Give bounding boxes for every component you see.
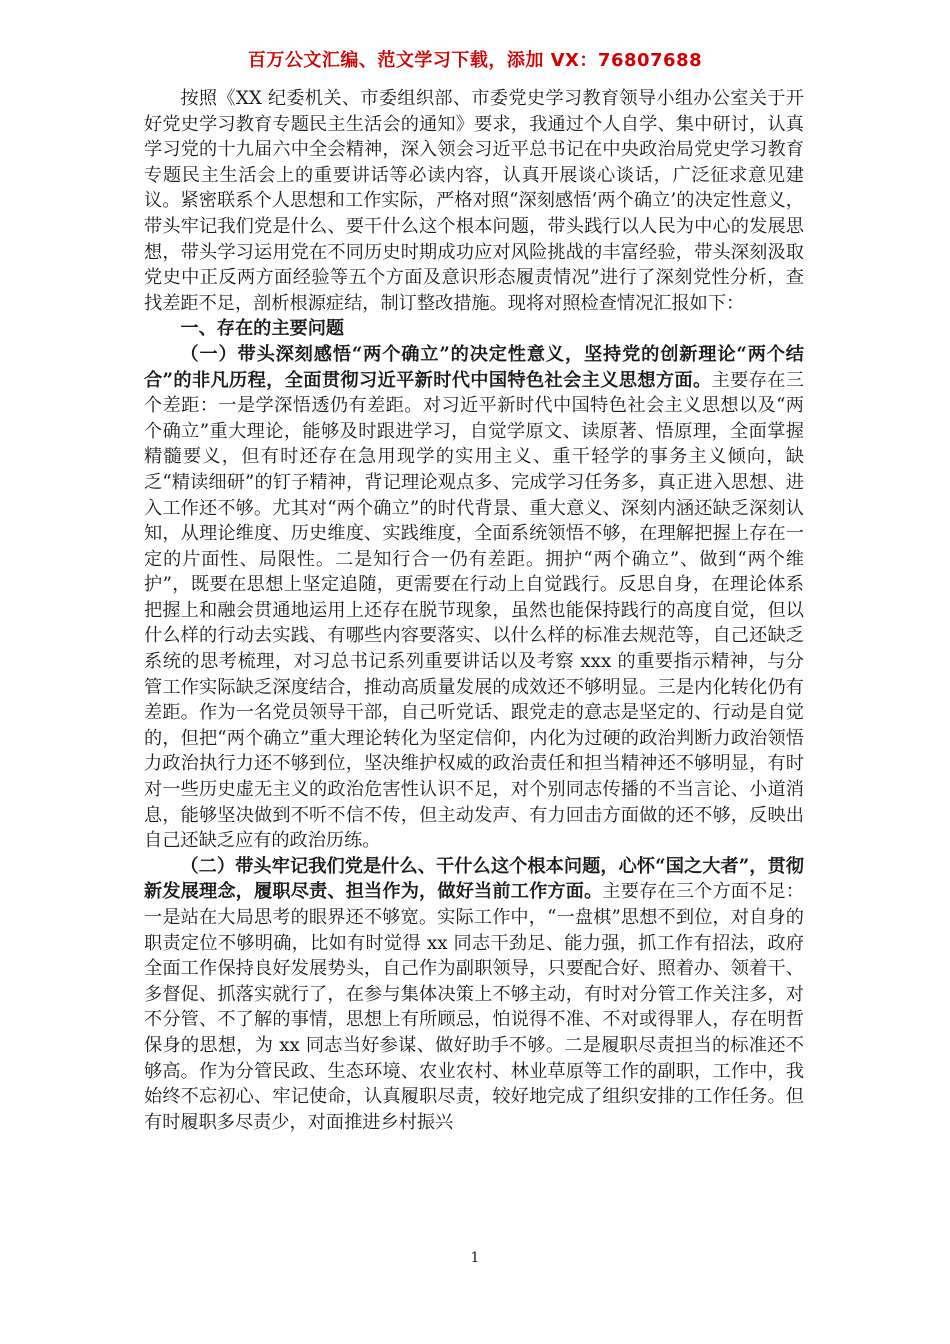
item-2-paragraph — [144, 854, 804, 1136]
item-1-body: 主要存在三个差距：一是学深悟透仍有差距。对习近平新时代中国特色社会主义思想以及“两个确立”重大理论，能够及时跟进学习，自觉学原文、读原著、悟原理，全面掌握精髓要义，但有时还存在急用现学的实用主义、重干轻学的事务主义倾向，缺乏“精读细研”的钉子精神，背记理论观点多、完成学习任务多，真正进入思想、进入工作还不够。尤其对“两个确立”的时代背景、重大意义、深刻内涵还缺乏深刻认知，从理论维度、历史维度、实践维度，全面系统领悟不够，在理解把握上存在一定的片面性、局限性。二是知行合一仍有差距。拥护“两个确立”、做到“两个维护”，既要在思想上坚定追随，更需要在行动上自觉践行。反思自身，在理论体系把握上和融会贯通地运用上还存在脱节现象，虽然也能保持践行的高度自觉，但以什么样的行动去实践、有哪些内容要落实、以什么样的标准去规范等，自己还缺乏系统的思考梳理，对习总书记系列重要讲话以及考察 xxx 的重要指示精神，与分管工作实际缺乏深度结合，推动高质量发展的成效还不够明显。三是内化转化仍有差距。作为一名党员领导干部，自己听党话、跟党走的意志是坚定的、行动是自觉的，但把“两个确立”重大理论转化为坚定信仰，内化为过硬的政治判断力政治领悟力政治执行力还不够到位，坚决维护权威的政治责任和担当精神还不够明显，有时对一些历史虚无主义的政治危害性认识不足，对个别同志传播的不当言论、小道消息，能够坚决做到不听不信不传，但主动发声、有力回击方面做的还不够，反映出自己还缺乏应有的政治历练。 — [144, 369, 804, 852]
header-banner: 百万公文汇编、范文学习下载，添加 VX：76807688 — [247, 50, 703, 71]
intro-paragraph: 按照《XX 纪委机关、市委组织部、市委党史学习教育领导小组办公室关于开好党史学习教育专题民主生活会的通知》要求，我通过个人自学、集中研讨，认真学习党的十九届六中全会精神，深入领会习近平总书记在中央政治局党史学习教育专题民主生活会上的重要讲话等必读内容，认真开展谈心谈话，广泛征求意见建议。紧密联系个人思想和工作实际，严格对照“深刻感悟‘两个确立’的决定性意义，带头牢记我们党是什么、要干什么这个根本问题，带头践行以人民为中心的发展思想，带头学习运用党在不同历史时期成功应对风险挑战的丰富经验，带头深刻汲取党史中正反两方面经验等五个方面及意识形态履责情况”进行了深刻党性分析，查找差距不足，剖析根源症结，制订整改措施。现将对照检查情况汇报如下： — [144, 88, 804, 314]
item-2-body: 主要存在三个方面不足：一是站在大局思考的眼界还不够宽。实际工作中，“一盘棋”思想不到位，对自身的职责定位不够明确，比如有时觉得 xx 同志干劲足、能力强，抓工作有招法，政府全面工作保持良好发展势头，自己作为副职领导，只要配合好、照着办、领着干、多督促、抓落实就行了，在参与集体决策上不够主动，有时对分管工作关注多，对不分管、不了解的事情，思想上有所顾忌，怕说得不准、不对或得罪人，存在明哲保身的思想，为 xx 同志当好参谋、做好助手不够。二是履职尽责担当的标准还不够高。作为分管民政、生态环境、农业农村、林业草原等工作的副职，工作中，我始终不忘初心、牢记使命，认真履职尽责，较好地完成了组织安排的工作任务。但有时履职多尽责少，对面推进乡村振兴 — [144, 881, 804, 1133]
item-1-paragraph — [144, 342, 804, 854]
section-heading: 一、存在的主要问题 — [180, 318, 345, 340]
page-number: 1 — [470, 1250, 480, 1266]
item-2-heading: （二）带头牢记我们党是什么、干什么这个根本问题，心怀“国之大者”，贯彻新发展理念，履职尽责、担当作为，做好当前工作方面。 — [144, 855, 804, 903]
item-1-heading: （一）带头深刻感悟“两个确立”的决定性意义，坚持党的创新理论“两个结合”的非凡历程，全面贯彻习近平新时代中国特色社会主义思想方面。 — [144, 343, 804, 391]
document-body — [144, 86, 804, 1135]
